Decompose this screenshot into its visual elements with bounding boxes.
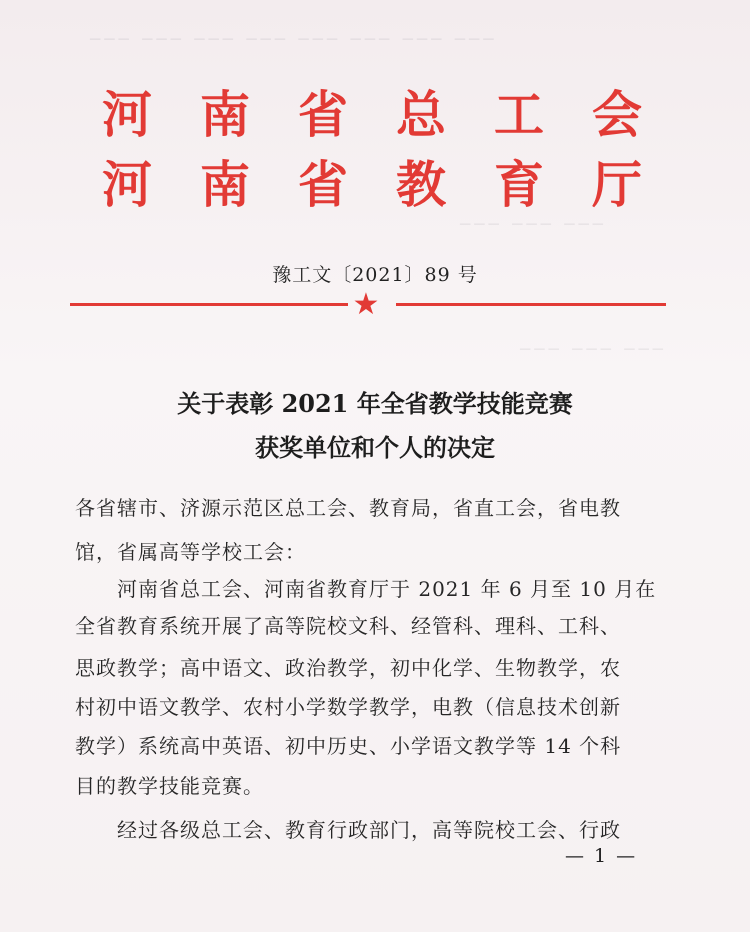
document-number: 豫工文〔2021〕89 号 (272, 264, 478, 286)
body-text-line: 村初中语文教学、农村小学数学教学，电教（信息技术创新 (75, 695, 621, 719)
bleed-through-texture: ─── ─── ─── ─── ─── ─── ─── ─── (90, 30, 498, 50)
issuer-char: 省 (298, 155, 348, 214)
document-title-line-1: 关于表彰 2021 年全省教学技能竞赛 (177, 389, 573, 418)
issuer-char: 南 (200, 155, 250, 214)
body-text-line: 目的教学技能竞赛。 (75, 774, 264, 798)
bleed-through-texture: ─── ─── ─── (460, 215, 607, 235)
issuer-char: 总 (396, 85, 446, 144)
issuer-char: 工 (494, 85, 544, 144)
issuer-char: 育 (494, 155, 544, 214)
issuer-char: 南 (200, 85, 250, 144)
page-number: — 1 — (565, 845, 638, 867)
body-text-line: 馆，省属高等学校工会： (75, 540, 306, 564)
body-text-line: 教学）系统高中英语、初中历史、小学语文教学等 14 个科 (75, 734, 622, 758)
issuer-char: 河 (102, 155, 152, 214)
bleed-through-texture: ─── ─── ─── (520, 340, 667, 360)
body-text-line: 全省教育系统开展了高等院校文科、经管科、理科、工科、 (75, 614, 621, 638)
issuer-char: 省 (298, 85, 348, 144)
issuer-char: 会 (592, 85, 642, 144)
body-text-line: 经过各级总工会、教育行政部门，高等院校工会、行政 (75, 818, 621, 842)
body-text-line: 各省辖市、济源示范区总工会、教育局，省直工会，省电教 (75, 496, 621, 520)
issuer-title-federation (102, 85, 642, 144)
red-divider-left (70, 303, 348, 306)
red-divider-right (396, 303, 666, 306)
issuer-title-education-dept (102, 155, 642, 214)
red-star-icon: ★ (352, 287, 380, 322)
issuer-char: 教 (396, 155, 446, 214)
body-text-line: 思政教学；高中语文、政治教学，初中化学、生物教学，农 (75, 656, 621, 680)
issuer-char: 河 (102, 85, 152, 144)
issuer-char: 厅 (592, 155, 642, 214)
body-text-line: 河南省总工会、河南省教育厅于 2021 年 6 月至 10 月在 (75, 577, 657, 601)
document-title-line-2: 获奖单位和个人的决定 (255, 433, 495, 462)
